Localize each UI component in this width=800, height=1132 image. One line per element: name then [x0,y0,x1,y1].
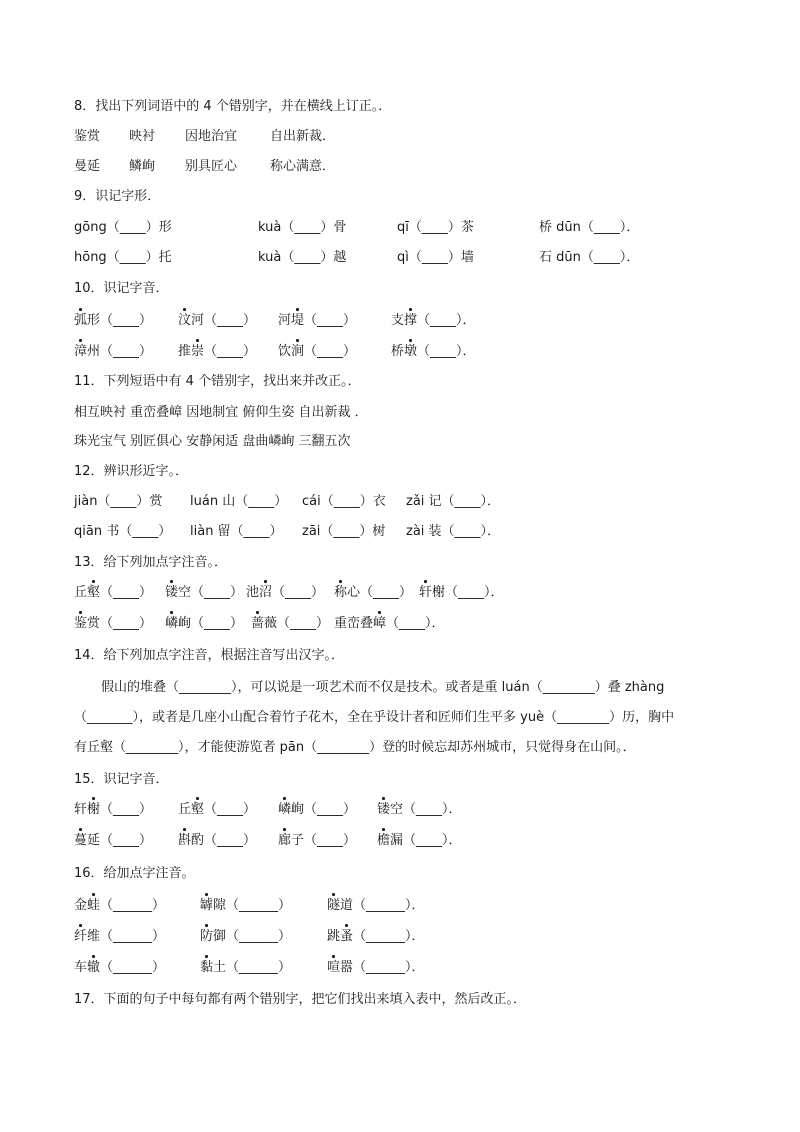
emphasis-dot-char: 嶂 [373,614,386,634]
dotted-item: 车辙（______） [74,958,165,978]
emphasis-dot-char: 壑 [191,800,204,820]
pinyin-item: hōng（____）托 [74,250,172,265]
emphasis-dot-char: 黏 [200,958,213,978]
word: 鉴赏 [74,129,101,144]
emphasis-dot-char: 防 [200,927,213,947]
emphasis-dot-char: 堤 [291,311,304,331]
pinyin-item: 石 dūn（____）． [539,250,640,265]
question-11-title: 11．下列短语中有 4 个错别字，找出来并改正。． [74,374,361,389]
word: 鳞峋 [129,159,156,174]
word: 曼延 [74,159,101,174]
question-12-title: 12．辨识形近字。． [74,464,189,479]
dotted-item: 喧嚣（______）． [327,958,425,978]
pinyin-item: zài 装（____）． [406,524,501,539]
dotted-item: 推崇（____） [178,342,256,362]
emphasis-dot-char: 汶 [178,311,191,331]
emphasis-dot-char: 榭 [87,800,100,820]
emphasis-dot-char: 墩 [404,342,417,362]
emphasis-dot-char: 罅 [200,896,213,916]
pinyin-item: 桥 dūn（____）． [539,220,640,235]
dotted-item: 轩榭（____）． [419,583,504,603]
emphasis-dot-char: 檐 [377,831,390,851]
dotted-item: 丘壑（____） [74,583,152,603]
pinyin-item: zǎi 记（____）． [406,494,501,509]
emphasis-dot-char: 称 [334,583,347,603]
emphasis-dot-char: 嶙 [165,614,178,634]
dotted-item: 嶙峋（____） [278,800,356,820]
emphasis-dot-char: 崇 [191,342,204,362]
pinyin-item: cái（____）衣 [302,494,386,509]
emphasis-dot-char: 廊 [278,831,291,851]
word: 自出新裁． [270,129,336,144]
dotted-item: 汶河（____） [178,311,256,331]
pinyin-item: kuà（____）骨 [258,220,347,235]
word: 别具匠心 [185,159,238,174]
emphasis-dot-char: 纤 [74,927,87,947]
dotted-item: 嶙峋（____） [165,614,243,634]
dotted-item: 防御（______） [200,927,291,947]
question-14-passage-line-1: 假山的堆叠（________），可以说是一项艺术而不仅是技术。或者是重 luán（________）叠 zhàng [101,680,665,695]
pinyin-item: qiān 书（____） [74,524,172,539]
dotted-item: 称心（____） [334,583,412,603]
question-17-title: 17．下面的句子中每句都有两个错别字，把它们找出来填入表中，然后改正。． [74,992,527,1007]
dotted-item: 黏土（______） [200,958,291,978]
emphasis-dot-char: 镂 [377,800,390,820]
emphasis-dot-char: 蛙 [87,896,100,916]
word: 称心满意． [270,159,336,174]
dotted-item: 重峦叠嶂（____）． [334,614,445,634]
dotted-item: 跳蚤（______）． [327,927,425,947]
emphasis-dot-char: 沼 [259,583,272,603]
question-9-title: 9．识记字形． [74,189,161,204]
dotted-item: 纤维（______） [74,927,165,947]
pinyin-item: zāi（____）树 [302,524,386,539]
pinyin-item: jiàn（____）赏 [74,494,163,509]
emphasis-dot-char: 撑 [404,311,417,331]
pinyin-item: kuà（____）越 [258,250,347,265]
word: 映衬 [129,129,156,144]
emphasis-dot-char: 涧 [291,342,304,362]
dotted-item: 桥墩（____）． [391,342,476,362]
emphasis-dot-char: 隧 [327,896,340,916]
dotted-item: 漳州（____） [74,342,152,362]
emphasis-dot-char: 蔓 [74,831,87,851]
dotted-item: 鉴赏（____） [74,614,152,634]
emphasis-dot-char: 镂 [165,583,178,603]
dotted-item: 金蛙（______） [74,896,165,916]
pinyin-item: qì（____）墙 [397,250,474,265]
emphasis-dot-char: 蚤 [340,927,353,947]
emphasis-dot-char: 嶙 [278,800,291,820]
dotted-item: 弧形（____） [74,311,152,331]
emphasis-dot-char: 斟 [178,831,191,851]
emphasis-dot-char: 喧 [327,958,340,978]
dotted-item: 蔓延（____） [74,831,152,851]
question-15-title: 15．识记字音． [74,772,169,787]
dotted-item: 隧道（______）． [327,896,425,916]
dotted-item: 池沼（____） [246,583,324,603]
dotted-item: 饮涧（____） [278,342,356,362]
question-10-title: 10．识记字音． [74,281,169,296]
question-13-title: 13．给下列加点字注音。． [74,555,228,570]
dotted-item: 镂空（____）． [377,800,462,820]
dotted-item: 丘壑（____） [178,800,256,820]
pinyin-item: qī（____）茶 [397,220,474,235]
question-14-passage-line-2: （_______），或者是几座小山配合着竹子花木，全在乎设计者和匠师们生平多 yuè（________）历，胸中 [74,710,675,725]
dotted-item: 河堤（____） [278,311,356,331]
word: 因地治宜 [185,129,238,144]
dotted-item: 蔷薇（____） [251,614,329,634]
emphasis-dot-char: 漳 [74,342,87,362]
question-14-title: 14．给下列加点字注音，根据注音写出汉字。． [74,648,345,663]
dotted-item: 廊子（____） [278,831,356,851]
dotted-item: 轩榭（____） [74,800,152,820]
emphasis-dot-char: 壑 [87,583,100,603]
emphasis-dot-char: 弧 [74,311,87,331]
question-11-row-2: 珠光宝气 别匠俱心 安静闲适 盘曲嶙峋 三翻五次 [74,434,351,449]
emphasis-dot-char: 辙 [87,958,100,978]
pinyin-item: luán 山（____） [190,494,288,509]
question-11-row-1: 相互映衬 重峦叠嶂 因地制宜 俯仰生姿 自出新裁 ． [74,405,368,420]
pinyin-item: liàn 留（____） [190,524,283,539]
dotted-item: 支撑（____）． [391,311,476,331]
emphasis-dot-char: 蔷 [251,614,264,634]
question-14-passage-line-3: 有丘壑（________），才能使游览者 pān（________）登的时候忘却苏州城市，只觉得身在山间。． [74,740,636,755]
question-16-title: 16．给加点字注音。 [74,866,195,881]
dotted-item: 罅隙（______） [200,896,291,916]
pinyin-item: gōng（____）形 [74,220,172,235]
emphasis-dot-char: 鉴 [74,614,87,634]
dotted-item: 檐漏（____）． [377,831,462,851]
dotted-item: 斟酌（____） [178,831,256,851]
dotted-item: 镂空（____） [165,583,243,603]
question-8-title: 8．找出下列词语中的 4 个错别字，并在横线上订正。． [74,99,392,114]
emphasis-dot-char: 轩 [419,583,432,603]
